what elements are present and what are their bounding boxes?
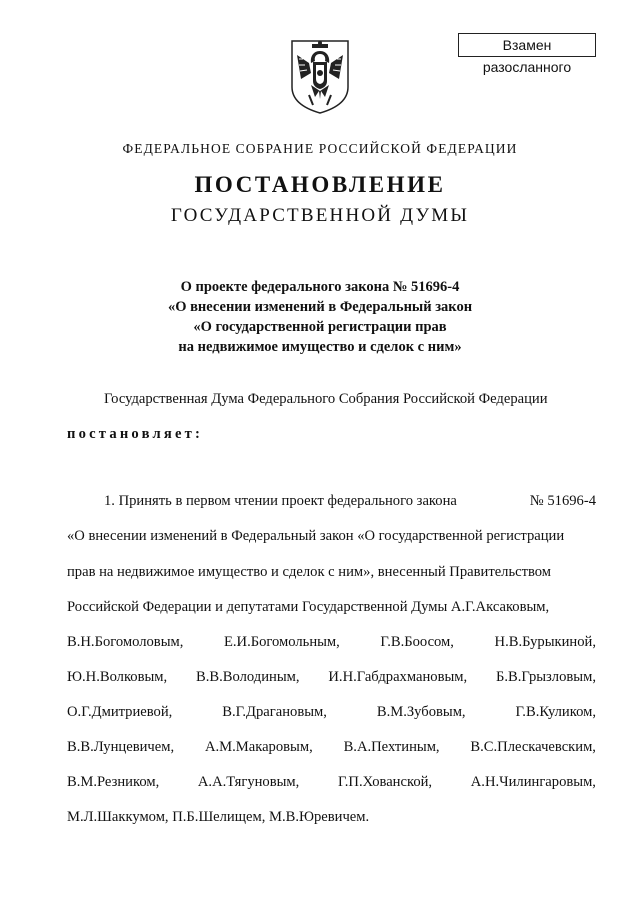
deputies-line [67,774,596,791]
document-subtitle: ГОСУДАРСТВЕННОЙ ДУМЫ [170,205,470,226]
deputy-names-final: М.Л.Шаккумом, П.Б.Шелищем, М.В.Юревичем. [67,809,370,825]
deputy-name: В.В.Володиным, [196,669,300,685]
deputy-name: О.Г.Дмитриевой, [67,704,173,720]
decree-word: постановляет: [67,426,204,442]
organization-heading: ФЕДЕРАЛЬНОЕ СОБРАНИЕ РОССИЙСКОЙ ФЕДЕРАЦИИ [122,141,518,156]
subject-block [0,277,640,357]
bill-number: № 51696-4 [529,493,596,509]
stamp-replacement-notice: Взамен разосланного [458,33,596,57]
body-line [67,599,596,616]
deputy-name: А.М.Макаровым, [204,739,313,755]
deputy-name: И.Н.Габдрахмановым, [328,669,468,685]
deputy-name: Б.В.Грызловым, [496,669,596,685]
deputy-name: Е.И.Богомольным, [223,634,340,650]
deputy-name: В.М.Зубовым, [376,704,466,720]
document-title: ПОСТАНОВЛЕНИЕ [194,172,446,197]
body-text: Российской Федерации и депутатами Государственной Думы А.Г.Аксаковым, [67,599,550,615]
body-text: 1. Принять в первом чтении проект федерального закона [104,493,457,509]
deputy-name: А.Н.Чилингаровым, [470,774,596,790]
body-line [67,564,596,581]
deputies-line [67,704,596,721]
deputy-name: Г.П.Хованской, [337,774,433,790]
subject-line: на недвижимое имущество и сделок с ним» [178,339,462,355]
body-text: прав на недвижимое имущество и сделок с ним», внесенный Правительством [67,564,552,580]
deputies-line [67,634,596,651]
deputy-name: В.В.Лунцевичем, [67,739,175,755]
subject-line: «О внесении изменений в Федеральный закон [167,299,473,315]
deputy-name: Ю.Н.Волковым, [67,669,168,685]
body-text: «О внесении изменений в Федеральный закон «О государственной регистрации [67,528,565,544]
deputy-name: В.С.Плескачевским, [470,739,596,755]
subject-line: «О государственной регистрации прав [193,319,447,335]
intro-paragraph: Государственная Дума Федерального Собрания Российской Федерации [104,391,548,407]
deputy-name: Г.В.Куликом, [515,704,596,720]
deputies-line [67,809,596,826]
coat-of-arms-icon [289,35,351,115]
deputy-name: Н.В.Бурыкиной, [494,634,596,650]
deputies-line [67,669,596,686]
deputy-name: В.А.Пехтиным, [343,739,440,755]
deputy-name: В.Н.Богомоловым, [67,634,184,650]
body-line [67,528,596,545]
deputies-line [67,739,596,756]
subject-line: О проекте федерального закона № 51696-4 [180,279,460,295]
deputy-name: А.А.Тягуновым, [197,774,300,790]
deputy-name: В.М.Резником, [67,774,160,790]
body-line [104,493,596,510]
deputy-name: В.Г.Драгановым, [222,704,327,720]
deputy-name: Г.В.Боосом, [380,634,454,650]
